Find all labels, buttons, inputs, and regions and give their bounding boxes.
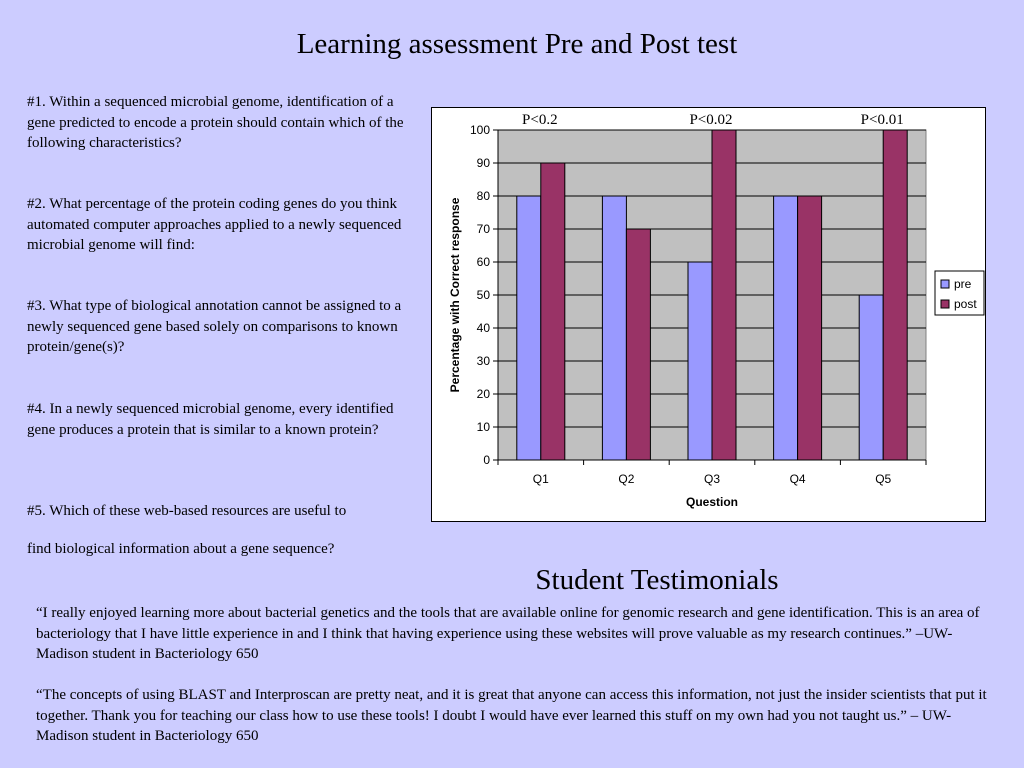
y-tick-label: 70 (476, 222, 490, 236)
question-3: #3. What type of biological annotation cannot be assigned to a newly sequenced gene based solely on comparisons to known protein/gene(s)? (27, 298, 402, 355)
y-tick-label: 80 (476, 189, 490, 203)
x-tick-label: Q5 (875, 472, 892, 486)
y-axis-label: Percentage with Correct response (448, 197, 462, 393)
question-4: #4. In a newly sequenced microbial genome, every identified gene produces a protein that is similar to a known protein? (27, 401, 394, 438)
x-tick-label: Q1 (532, 472, 549, 486)
legend-swatch-post (941, 300, 949, 308)
bar-chart (432, 108, 987, 523)
y-tick-label: 20 (476, 387, 490, 401)
p-value-annotation-q5: P<0.01 (860, 112, 904, 128)
x-tick-label: Q3 (703, 472, 721, 486)
legend-label-pre: pre (954, 277, 972, 291)
question-1: #1. Within a sequenced microbial genome, identification of a gene predicted to encode a protein should contain which of the following characteristics? (27, 94, 404, 151)
p-value-annotation-q1: P<0.2 (522, 112, 558, 128)
bar-post-q2 (626, 229, 650, 460)
testimonials-title: Student Testimonials (535, 564, 779, 596)
bar-pre-q5 (859, 295, 883, 460)
testimonial-2: “The concepts of using BLAST and Interproscan are pretty neat, and it is great that anyone can access this information, not just the insider scientists that put it together. Thank you for teaching our class how to use these tools! I doubt I would have ever learned this stuff on my own had you not taught us.” – UW-Madison student in Bacteriology 650 (36, 687, 987, 744)
bar-pre-q2 (602, 196, 626, 460)
y-tick-label: 60 (476, 255, 490, 269)
y-tick-label: 90 (476, 156, 490, 170)
x-axis-label: Question (685, 495, 739, 509)
bar-post-q3 (712, 130, 736, 460)
y-tick-label: 0 (483, 453, 490, 467)
testimonial-1: “I really enjoyed learning more about bacterial genetics and the tools that are available online for genomic research and gene identification. This is an area of bacteriology that I have little experience in and I think that having experience using these websites will prove valuable as my research continues.” –UW-Madison student in Bacteriology 650 (36, 605, 980, 662)
y-tick-label: 30 (476, 354, 490, 368)
question-5-line-2: find biological information about a gene sequence? (27, 541, 335, 557)
bar-pre-q3 (688, 262, 712, 460)
legend-swatch-pre (941, 280, 949, 288)
x-tick-label: Q2 (618, 472, 635, 486)
testimonials (36, 603, 996, 767)
x-tick-label: Q4 (789, 472, 806, 486)
y-tick-label: 10 (476, 420, 490, 434)
y-tick-label: 100 (469, 123, 490, 137)
bar-post-q4 (798, 196, 822, 460)
p-value-annotation-q3: P<0.02 (689, 112, 733, 128)
y-tick-label: 40 (476, 321, 490, 335)
bar-post-q1 (541, 163, 565, 460)
bar-pre-q4 (774, 196, 798, 460)
slide-title: Learning assessment Pre and Post test (296, 28, 738, 60)
y-tick-label: 50 (476, 288, 490, 302)
bar-post-q5 (883, 130, 907, 460)
legend-label-post: post (954, 297, 977, 311)
question-2: #2. What percentage of the protein coding genes do you think automated computer approaches applied to a newly sequenced microbial genome will find: (27, 196, 402, 253)
chart-frame (431, 107, 986, 522)
bar-pre-q1 (517, 196, 541, 460)
question-5-line-1: #5. Which of these web-based resources are useful to (27, 503, 347, 519)
